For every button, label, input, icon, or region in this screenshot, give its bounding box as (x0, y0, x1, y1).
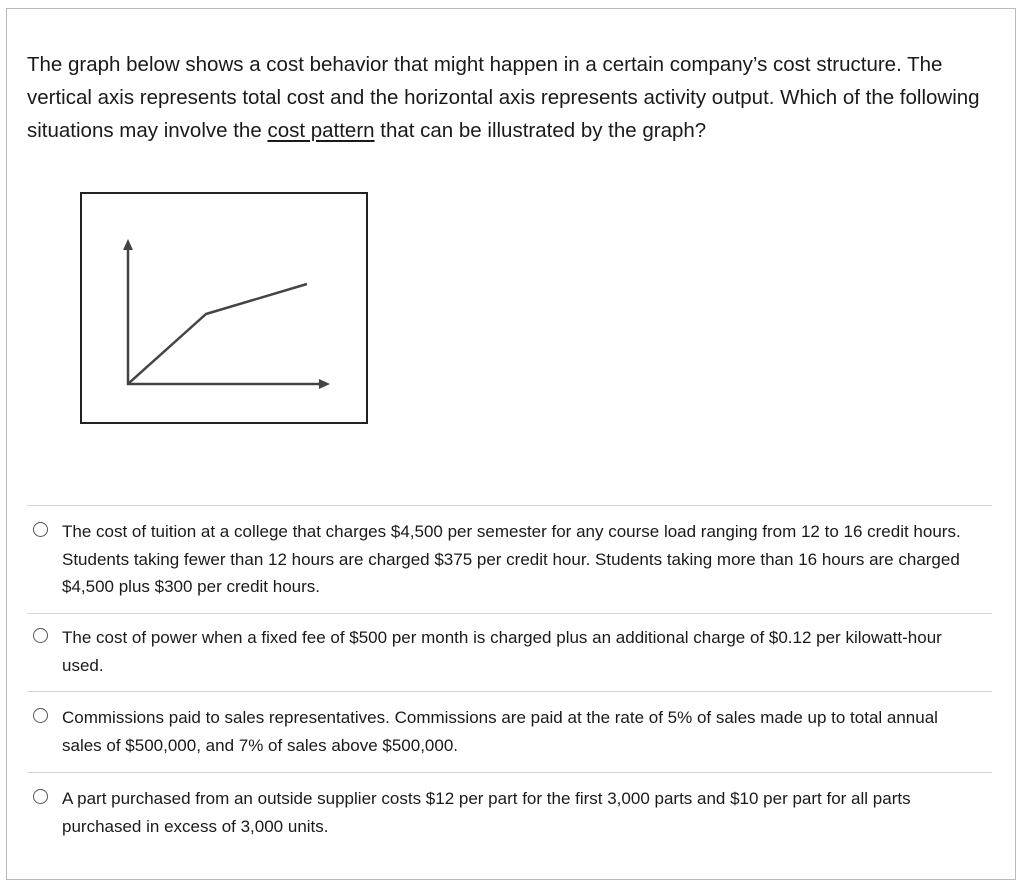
answer-option-2[interactable] (27, 624, 992, 680)
question-text-after: that can be illustrated by the graph? (374, 119, 707, 142)
divider (27, 772, 992, 773)
question-underlined-term: cost pattern (267, 119, 375, 142)
radio-button[interactable] (33, 522, 48, 537)
divider (27, 613, 992, 614)
answer-option-3[interactable] (27, 704, 992, 760)
answer-option-label: The cost of power when a fixed fee of $500 per month is charged plus an additional charge of $0.12 per kilowatt-hour used. (62, 628, 942, 675)
divider (27, 691, 992, 692)
answer-option-label: The cost of tuition at a college that charges $4,500 per semester for any course load ranging from 12 to 16 credit hours. Students taking fewer than 12 hours are charged $375 per credit hour. Students taking more than 16 hours are charged $4,500 plus $300 per credit hours. (62, 522, 961, 596)
answer-option-1[interactable] (27, 518, 992, 602)
answer-option-4[interactable] (27, 785, 992, 841)
answer-option-label: Commissions paid to sales representatives. Commissions are paid at the rate of 5% of sales made up to total annual sales of $500,000, and 7% of sales above $500,000. (62, 708, 938, 755)
radio-button[interactable] (33, 789, 48, 804)
cost-graph (80, 192, 368, 424)
answer-option-label: A part purchased from an outside supplier costs $12 per part for the first 3,000 parts and $10 per part for all parts purchased in excess of 3,000 units. (62, 789, 911, 836)
divider (27, 505, 992, 506)
radio-button[interactable] (33, 628, 48, 643)
question-text (27, 48, 1002, 147)
radio-button[interactable] (33, 708, 48, 723)
question-text-before: The graph below shows a cost behavior that might happen in a certain company’s cost structure. The vertical axis represents total cost and the horizontal axis represents activity output. Which of the following situations may involve the (27, 53, 980, 142)
